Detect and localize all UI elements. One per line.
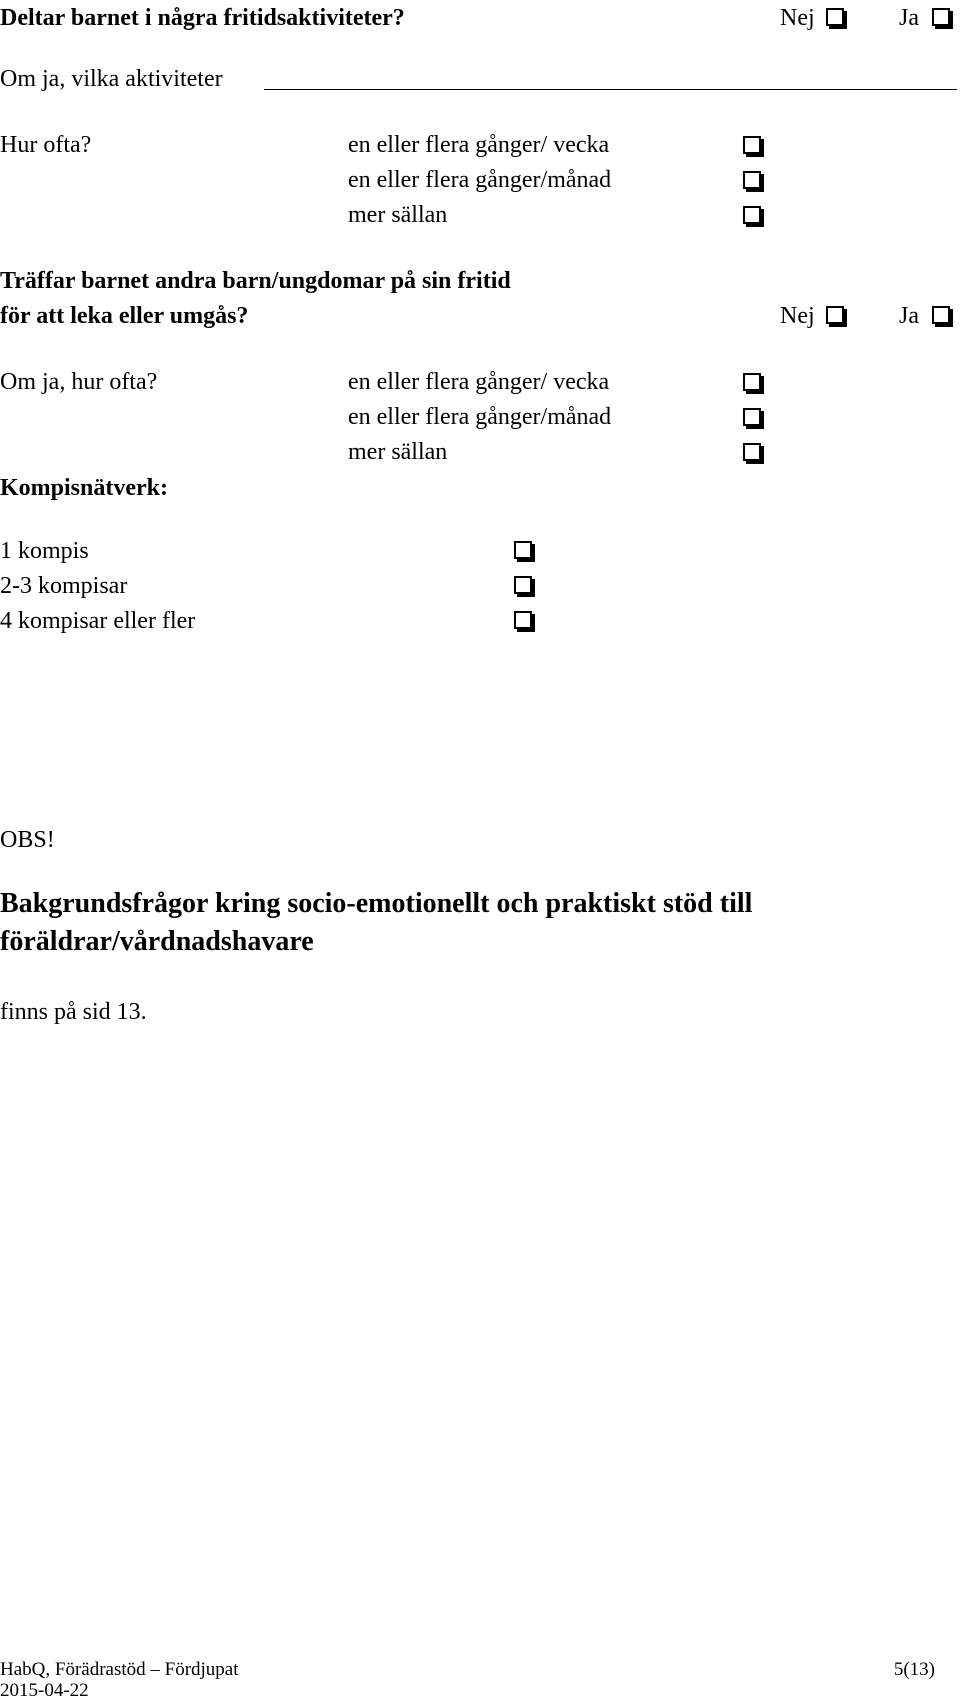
q2-option-monthly: en eller flera gånger/månad xyxy=(348,404,612,430)
network-option-2-3: 2-3 kompisar xyxy=(0,573,128,599)
q1-ja-label: Ja xyxy=(899,5,919,31)
q1-nej-label: Nej xyxy=(780,5,815,31)
q2-option-rarely: mer sällan xyxy=(348,439,448,465)
q1-nej-checkbox[interactable] xyxy=(826,8,844,26)
q2-question-line1: Träffar barnet andra barn/ungdomar på sin fritid xyxy=(0,268,511,294)
q1-option-rarely: mer sällan xyxy=(348,202,448,228)
q2-rarely-checkbox[interactable] xyxy=(743,443,761,461)
network-heading: Kompisnätverk: xyxy=(0,475,168,501)
obs-note: finns på sid 13. xyxy=(0,999,147,1025)
q2-monthly-checkbox[interactable] xyxy=(743,408,761,426)
q2-question-line2: för att leka eller umgås? xyxy=(0,303,249,329)
footer-page-number: 5(13) xyxy=(893,1659,935,1680)
q2-nej-checkbox[interactable] xyxy=(826,306,844,324)
q1-monthly-checkbox[interactable] xyxy=(743,171,761,189)
q1-option-weekly: en eller flera gånger/ vecka xyxy=(348,132,610,158)
q1-which-answer-line[interactable] xyxy=(264,89,957,90)
network-2-3-checkbox[interactable] xyxy=(514,576,532,594)
q1-rarely-checkbox[interactable] xyxy=(743,206,761,224)
q2-nej-label: Nej xyxy=(780,303,815,329)
obs-heading-line1: Bakgrundsfrågor kring socio-emotionellt och praktiskt stöd till xyxy=(0,888,753,919)
q2-freq-label: Om ja, hur ofta? xyxy=(0,369,158,395)
network-4-plus-checkbox[interactable] xyxy=(514,611,532,629)
footer-date: 2015-04-22 xyxy=(0,1680,89,1701)
q1-weekly-checkbox[interactable] xyxy=(743,136,761,154)
q2-ja-checkbox[interactable] xyxy=(932,306,950,324)
obs-label: OBS! xyxy=(0,827,55,853)
q1-which-label: Om ja, vilka aktiviteter xyxy=(0,66,223,92)
footer-left: HabQ, Förädrastöd – Fördjupat xyxy=(0,1659,239,1680)
network-1-checkbox[interactable] xyxy=(514,541,532,559)
q2-weekly-checkbox[interactable] xyxy=(743,373,761,391)
network-option-4-plus: 4 kompisar eller fler xyxy=(0,608,196,634)
q2-option-weekly: en eller flera gånger/ vecka xyxy=(348,369,610,395)
network-option-1: 1 kompis xyxy=(0,538,89,564)
q2-ja-label: Ja xyxy=(899,303,919,329)
q1-option-monthly: en eller flera gånger/månad xyxy=(348,167,612,193)
q1-ja-checkbox[interactable] xyxy=(932,8,950,26)
q1-freq-label: Hur ofta? xyxy=(0,132,92,158)
q1-question: Deltar barnet i några fritidsaktiviteter? xyxy=(0,5,405,31)
obs-heading-line2: föräldrar/vårdnadshavare xyxy=(0,926,314,957)
